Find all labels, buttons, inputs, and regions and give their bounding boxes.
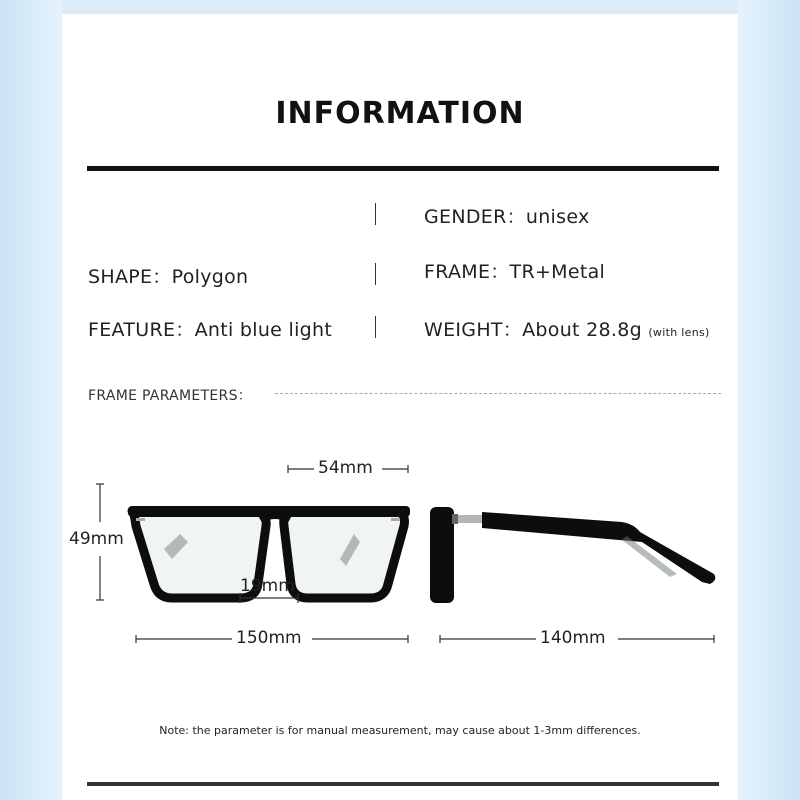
spec-weight-note: (with lens) [648, 326, 710, 339]
right-border [738, 0, 800, 800]
lens-height-label: 49mm [69, 529, 124, 549]
frame-parameters-label: FRAME PARAMETERS： [88, 388, 253, 404]
spec-frame: FRAME：TR+Metal [424, 261, 606, 283]
frame-width-label: 150mm [236, 628, 302, 648]
spec-weight-value: WEIGHT：About 28.8g [424, 319, 642, 341]
spec-shape: SHAPE：Polygon [88, 266, 249, 288]
lens-width-label: 54mm [318, 458, 373, 478]
bottom-divider [87, 782, 719, 786]
info-card [62, 14, 738, 800]
glasses-diagram [62, 14, 738, 714]
bridge-width-label: 19mm [240, 576, 295, 596]
left-border [0, 0, 62, 800]
measurement-note: Note: the parameter is for manual measurement, may cause about 1-3mm differences. [159, 724, 641, 737]
spec-gender: GENDER：unisex [424, 206, 590, 228]
temple-length-label: 140mm [540, 628, 606, 648]
page-title: INFORMATION [275, 96, 525, 131]
glasses-side-view [430, 507, 715, 603]
spec-feature: FEATURE：Anti blue light [88, 319, 333, 341]
